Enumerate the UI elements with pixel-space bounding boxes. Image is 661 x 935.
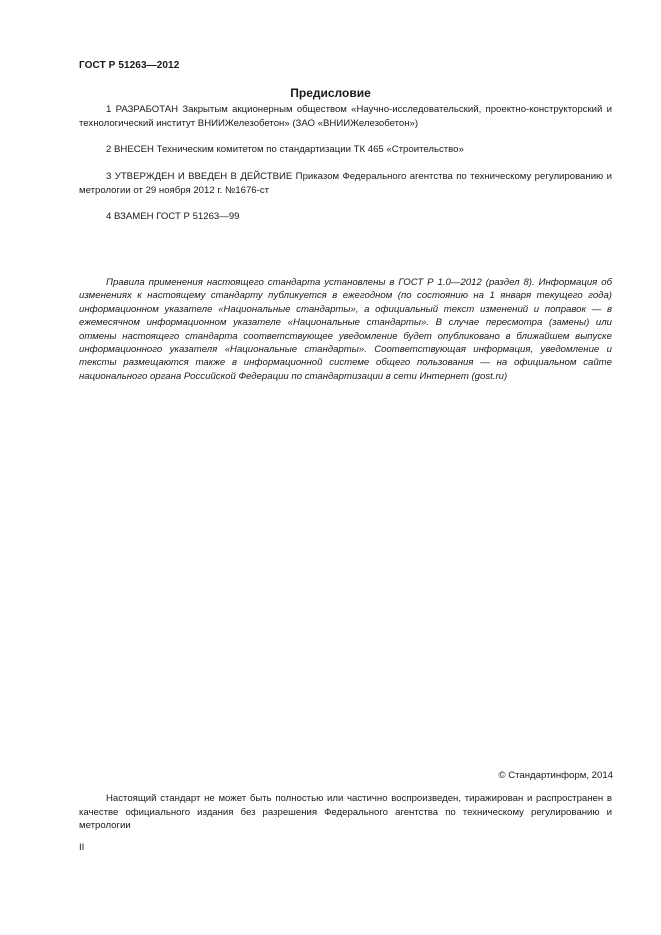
preface-item-developed: 1 РАЗРАБОТАН Закрытым акционерным обществом «Научно-исследовательский, проектно-конструкторский и технологический институт ВНИИЖелезобетон» (ЗАО «ВНИИЖелезобетон»): [79, 104, 612, 129]
preface-item-approved: 3 УТВЕРЖДЕН И ВВЕДЕН В ДЕЙСТВИЕ Приказом Федерального агентства по техническому регулированию и метрологии от 29 ноября 2012 г. №1676-ст: [79, 171, 612, 196]
preface-title: Предисловие: [290, 86, 371, 100]
document-code: ГОСТ Р 51263—2012: [79, 60, 180, 71]
preface-item-replaces: 4 ВЗАМЕН ГОСТ Р 51263—99: [106, 211, 240, 222]
page-number: II: [79, 842, 85, 853]
preface-item-submitted: 2 ВНЕСЕН Техническим комитетом по стандартизации ТК 465 «Строительство»: [106, 144, 464, 155]
copyright: © Стандартинформ, 2014: [498, 770, 613, 781]
reproduction-notice: Настоящий стандарт не может быть полностью или частично воспроизведен, тиражирован и распространен в качестве официального издания без разрешения Федерального агентства по техническому регулированию и метрологии: [79, 793, 612, 831]
application-notice: Правила применения настоящего стандарта установлены в ГОСТ Р 1.0—2012 (раздел 8). Информация об изменениях к настоящему стандарту публикуется в ежегодном (по состоянию на 1 января текущего года) информационном указателе «Национальные стандарты», а официальный текст изменений и поправок — в ежемесячном информационном указателе «Национальные стандарты». В случае пересмотра (замены) или отмены настоящего стандарта соответствующее уведомление будет опубликовано в ближайшем выпуске информационного указателя «Национальные стандарты». Соответствующая информация, уведомление и тексты размещаются также в информационной системе общего пользования — на официальном сайте национального органа Российской Федерации по стандартизации в сети Интернет (gost.ru): [79, 277, 612, 382]
